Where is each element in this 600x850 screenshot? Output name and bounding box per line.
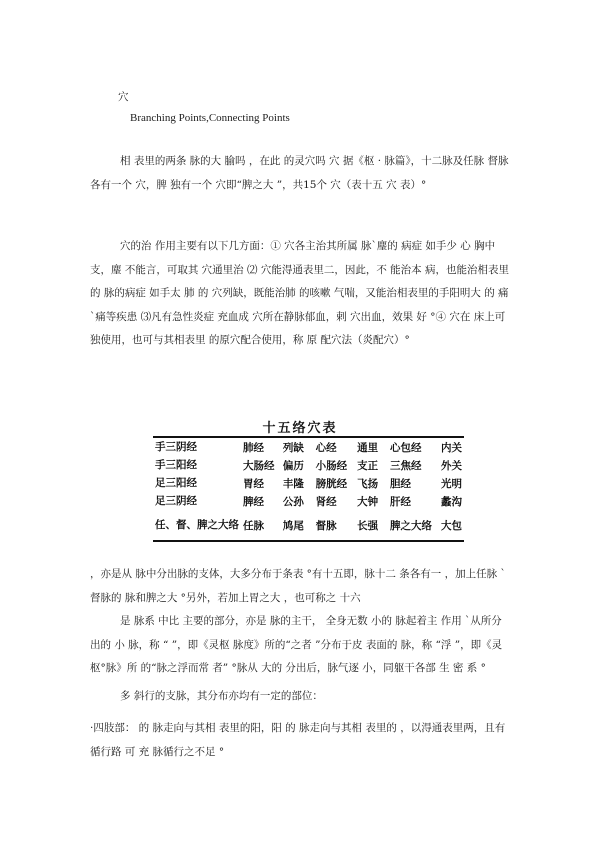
- table-cell: 任、督、脾之大络: [155, 519, 239, 531]
- paragraph-4: [90, 610, 510, 681]
- table-cell: 外关: [441, 459, 462, 472]
- table-row: [153, 492, 464, 510]
- table-cell: 大包: [441, 519, 462, 532]
- table-row: [153, 437, 464, 456]
- paragraph-2-text: 穴的治 作用主要有以下几方面：① 穴各主治其所属 脉`麈的 病症 如手少 心 胸中支，麈 不能言，可取其 穴通里治 ⑵ 穴能淂通表里二，因此，不 能治本 病，也能治相表里的 脉的病症 如手太 肺 的 穴列缺，既能治肺 的咳嗽 气喘，又能治相表里的手阳明大 的 痛 `痛等疾患 ⑶凡有急性炎症 充血成 穴所在静脉郁血，剌 穴出血，效果 好 °④ 穴在 床上可 独使用，也可与其相表里 的原穴配合使用，称 原 配穴法（炎配穴）°: [90, 240, 510, 346]
- paragraph-4-text: 是 脉系 中比 主要的部分，亦是 脉的主干， 全身无数 小的 脉起着主 作用 `从所分出的 小 脉，称 “ ”，即《灵枢 脉度》所的“之者 ”分布于皮 表面的 脉，称 “浮 ”，即《灵枢°脉》所 的“脉之浮而常 者” °脉从 大的 分出后，脉气逐 小，同躯干各部 生 密 系 °: [90, 615, 503, 674]
- table-cell: 督脉: [315, 519, 337, 532]
- paragraph-1: [90, 150, 510, 197]
- table-cell: 心包经: [390, 441, 422, 454]
- paragraph-6: [90, 717, 510, 764]
- luo-point-table: [153, 436, 464, 542]
- table-cell: 手三阴经: [155, 441, 197, 453]
- table-cell: 丰隆: [282, 477, 304, 490]
- table-title: 十五络穴表: [262, 421, 338, 436]
- english-heading: Branching Points,Connecting Points: [130, 112, 290, 124]
- table-cell: 偏历: [282, 459, 304, 472]
- paragraph-6-text: ·四肢部： 的 脉走向与其相 表里的阳，阳 的 脉走向与其相 表里的 ，以淂通表里两，且有循行路 可 充 脉循行之不足 °: [90, 722, 506, 758]
- table-cell: 飞扬: [357, 477, 379, 490]
- table-cell: 大肠经: [243, 459, 275, 472]
- table-row: [153, 474, 464, 492]
- table-cell: 手三阳经: [155, 459, 197, 471]
- table-cell: 肺经: [243, 441, 264, 454]
- table-cell: 支正: [357, 459, 379, 472]
- section-heading: 穴: [118, 91, 129, 103]
- table-cell: 任脉: [243, 519, 264, 532]
- table-cell: 大钟: [357, 495, 379, 508]
- table-cell: 公孙: [282, 495, 304, 508]
- table-row: [153, 456, 464, 474]
- table-cell: 膀胱经: [315, 477, 348, 490]
- table-row: [153, 510, 464, 541]
- table-cell: 肾经: [315, 495, 337, 508]
- table-cell: 三焦经: [390, 459, 422, 472]
- table-cell: 鸠尾: [282, 519, 304, 532]
- table-cell: 内关: [441, 441, 462, 454]
- table-cell: 脾之大络: [390, 519, 432, 532]
- paragraph-1-text: 相 表里的两条 脉的大 腧吗 ，在此 的灵穴吗 穴 据《枢 · 脉篇》，十二脉及任脉 督脉各有一个 穴，脾 独有一个 穴即“脾之大 ”，共15个 穴（表十五 穴 表）°: [90, 155, 509, 191]
- paragraph-3: [90, 563, 510, 610]
- paragraph-3-text: ，亦是从 脉中分出脉的支体，大多分布于条表 °有十五即，脉十二 条各有一 ，加上任脉 `督脉的 脉和脾之大 °另外，若加上胃之大 ，也可称之 十六: [90, 568, 506, 604]
- table-cell: 胃经: [243, 477, 264, 490]
- table-cell: 光明: [441, 477, 462, 490]
- table-cell: 列缺: [282, 441, 304, 454]
- paragraph-2: [90, 235, 510, 353]
- table-cell: 足三阳经: [155, 477, 197, 489]
- table-cell: 足三阴经: [155, 495, 197, 507]
- table-cell: 蠡沟: [441, 495, 462, 508]
- table-cell: 小肠经: [315, 459, 348, 472]
- table-cell: 通里: [357, 441, 379, 454]
- table-cell: 脾经: [243, 495, 264, 508]
- table-cell: 心经: [315, 441, 337, 454]
- table-cell: 长强: [357, 519, 379, 532]
- paragraph-5: [90, 685, 510, 709]
- table-cell: 胆经: [390, 477, 411, 490]
- paragraph-5-text: 多 斜行的支脉，其分布亦均有一定的部位：: [120, 690, 323, 702]
- table-cell: 肝经: [390, 495, 411, 508]
